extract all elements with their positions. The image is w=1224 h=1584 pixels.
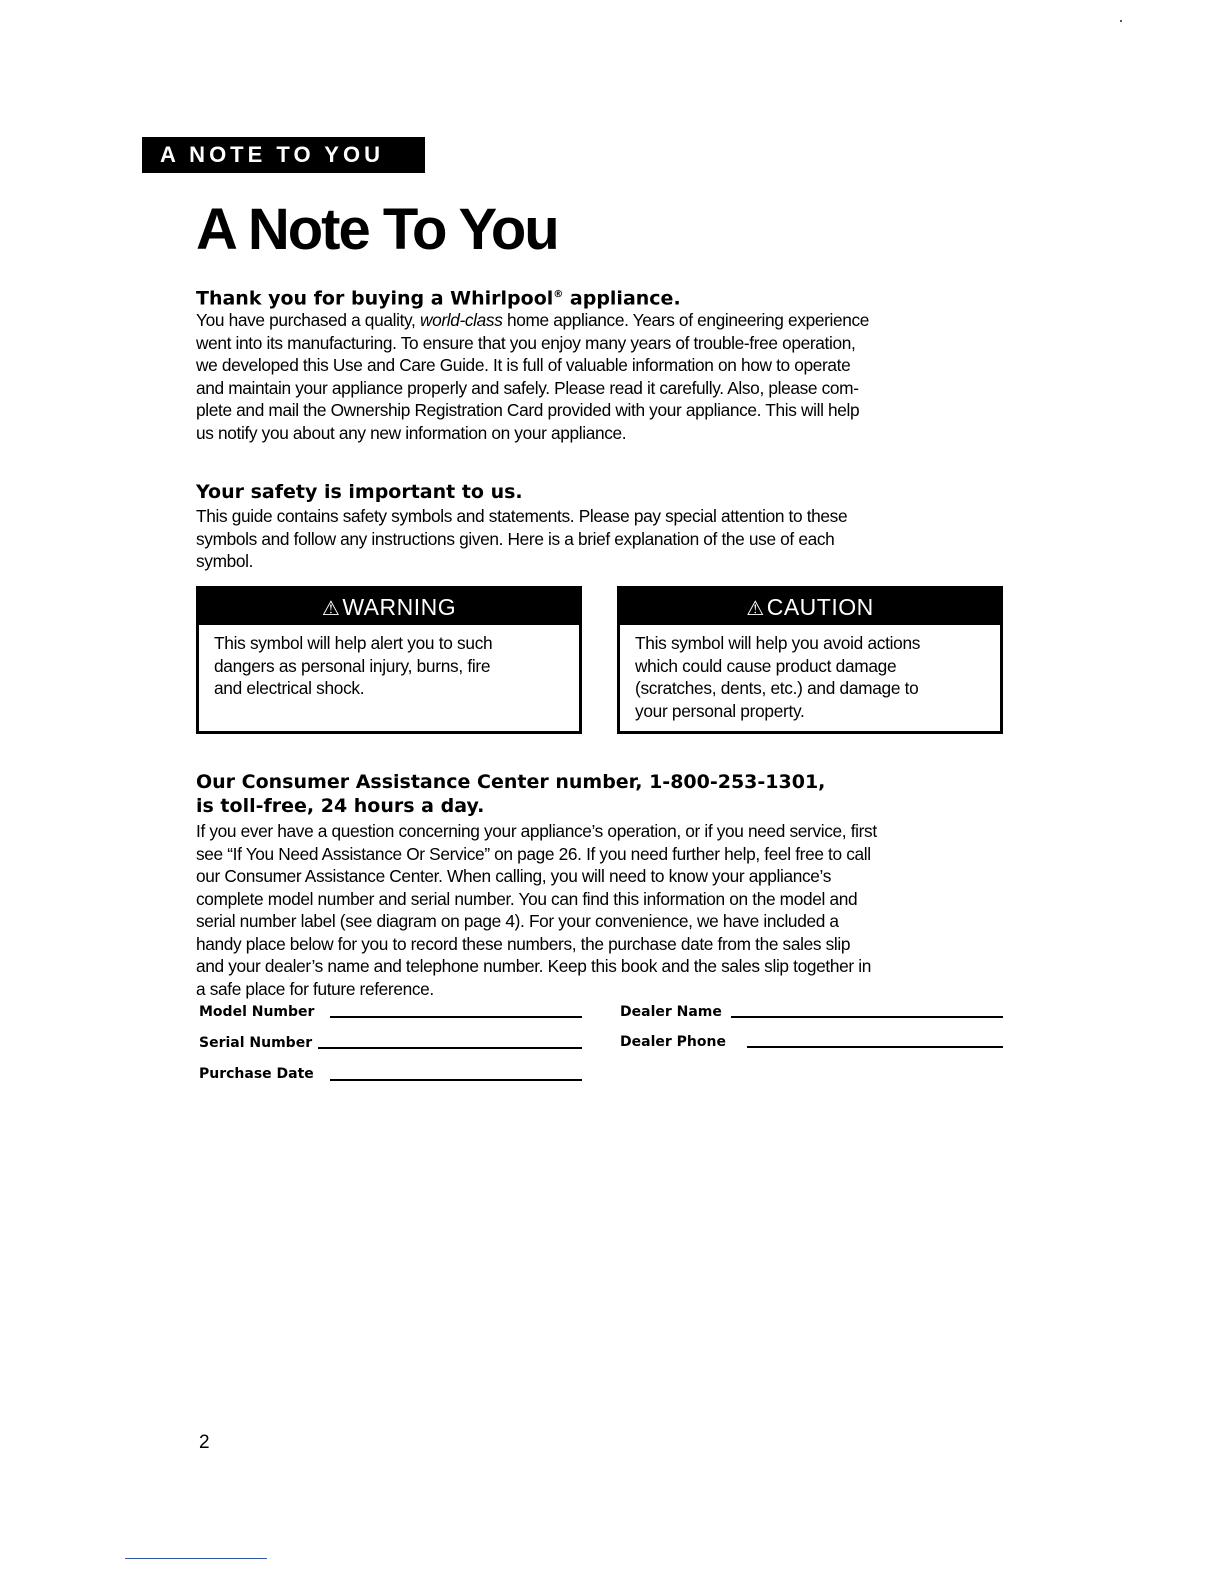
thank-you-heading [196,283,681,310]
warning-line: and electrical shock. [214,678,365,698]
warning-text [199,625,579,700]
paragraph-line [196,309,1006,332]
paragraph-line: serial number label (see diagram on page 4). For your convenience, we have included a [196,911,839,931]
safety-paragraph [196,505,1006,573]
purchase-date-field[interactable] [330,1079,582,1081]
model-number-label: Model Number [199,1004,315,1020]
caution-label: CAUTION [766,594,874,620]
dealer-phone-field[interactable] [747,1046,1003,1048]
caution-text [620,625,1000,722]
serial-number-field[interactable] [318,1047,582,1049]
caution-line: This symbol will help you avoid actions [635,633,921,653]
paragraph-line: complete model number and serial number. You can find this information on the model and [196,888,858,909]
serial-number-label: Serial Number [199,1035,313,1051]
dealer-name-field[interactable] [731,1016,1003,1018]
dealer-phone-label: Dealer Phone [620,1034,726,1050]
paragraph-line: us notify you about any new information on your appliance. [196,422,627,443]
thank-you-heading-text: Thank you for buying a Whirlpool [196,287,554,310]
paragraph-line: went into its manufacturing. To ensure that you enjoy many years of trouble-free operation, [196,332,856,353]
caution-box [617,586,1003,734]
caution-line: (scratches, dents, etc.) and damage to [635,678,919,698]
paragraph-line: our Consumer Assistance Center. When calling, you will need to know your appliance’s [196,866,831,886]
warning-triangle-icon: ⚠ [321,598,341,620]
paragraph-line: handy place below for you to record these numbers, the purchase date from the sales slip [196,933,851,954]
caution-line: your personal property. [635,700,805,721]
text-run: You have purchased a quality, [196,310,420,330]
thank-you-heading-suffix: appliance. [563,287,681,310]
paragraph-line: we developed this Use and Care Guide. It is full of valuable information on how to operate [196,355,851,375]
scan-speck [1120,20,1122,22]
page-number: 2 [199,1432,210,1453]
text-run: home appliance. Years of engineering experience [502,310,870,330]
heading-line: is toll-free, 24 hours a day. [196,795,485,817]
page-title: A Note To You [196,197,558,262]
purchase-date-label: Purchase Date [199,1066,314,1082]
consumer-assistance-paragraph [196,820,1006,1000]
paragraph-line: and your dealer’s name and telephone number. Keep this book and the sales slip together in [196,956,871,976]
warning-triangle-icon: ⚠ [746,598,765,620]
warning-header [199,589,579,625]
consumer-assistance-heading [196,770,825,818]
section-header-band: A NOTE TO YOU [142,137,425,173]
model-number-field[interactable] [330,1016,582,1018]
dealer-name-label: Dealer Name [620,1004,722,1020]
paragraph-line: symbols and follow any instructions given. Here is a brief explanation of the use of each [196,528,835,549]
paragraph-line: symbol. [196,551,254,571]
heading-line: Our Consumer Assistance Center number, 1-800-253-1301, [196,771,826,793]
paragraph-line: see “If You Need Assistance Or Service” on page 26. If you need further help, feel free to call [196,843,871,864]
caution-header [620,589,1000,625]
warning-line: This symbol will help alert you to such [214,633,493,653]
registered-mark: ® [553,289,564,300]
paragraph-line: plete and mail the Ownership Registration Card provided with your appliance. This will help [196,400,860,420]
emphasis-text: world-class [419,310,503,330]
warning-box [196,586,582,734]
thank-you-paragraph [196,309,1006,444]
paragraph-line: If you ever have a question concerning your appliance’s operation, or if you need service, first [196,821,877,841]
paragraph-line: This guide contains safety symbols and statements. Please pay special attention to these [196,506,848,526]
paragraph-line: a safe place for future reference. [196,978,434,999]
warning-label: WARNING [342,594,457,620]
safety-heading: Your safety is important to us. [196,481,523,503]
paragraph-line: and maintain your appliance properly and safely. Please read it carefully. Also, please com- [196,377,859,398]
footer-rule [125,1558,267,1559]
warning-line: dangers as personal injury, burns, fire [214,655,491,676]
caution-line: which could cause product damage [635,655,897,676]
